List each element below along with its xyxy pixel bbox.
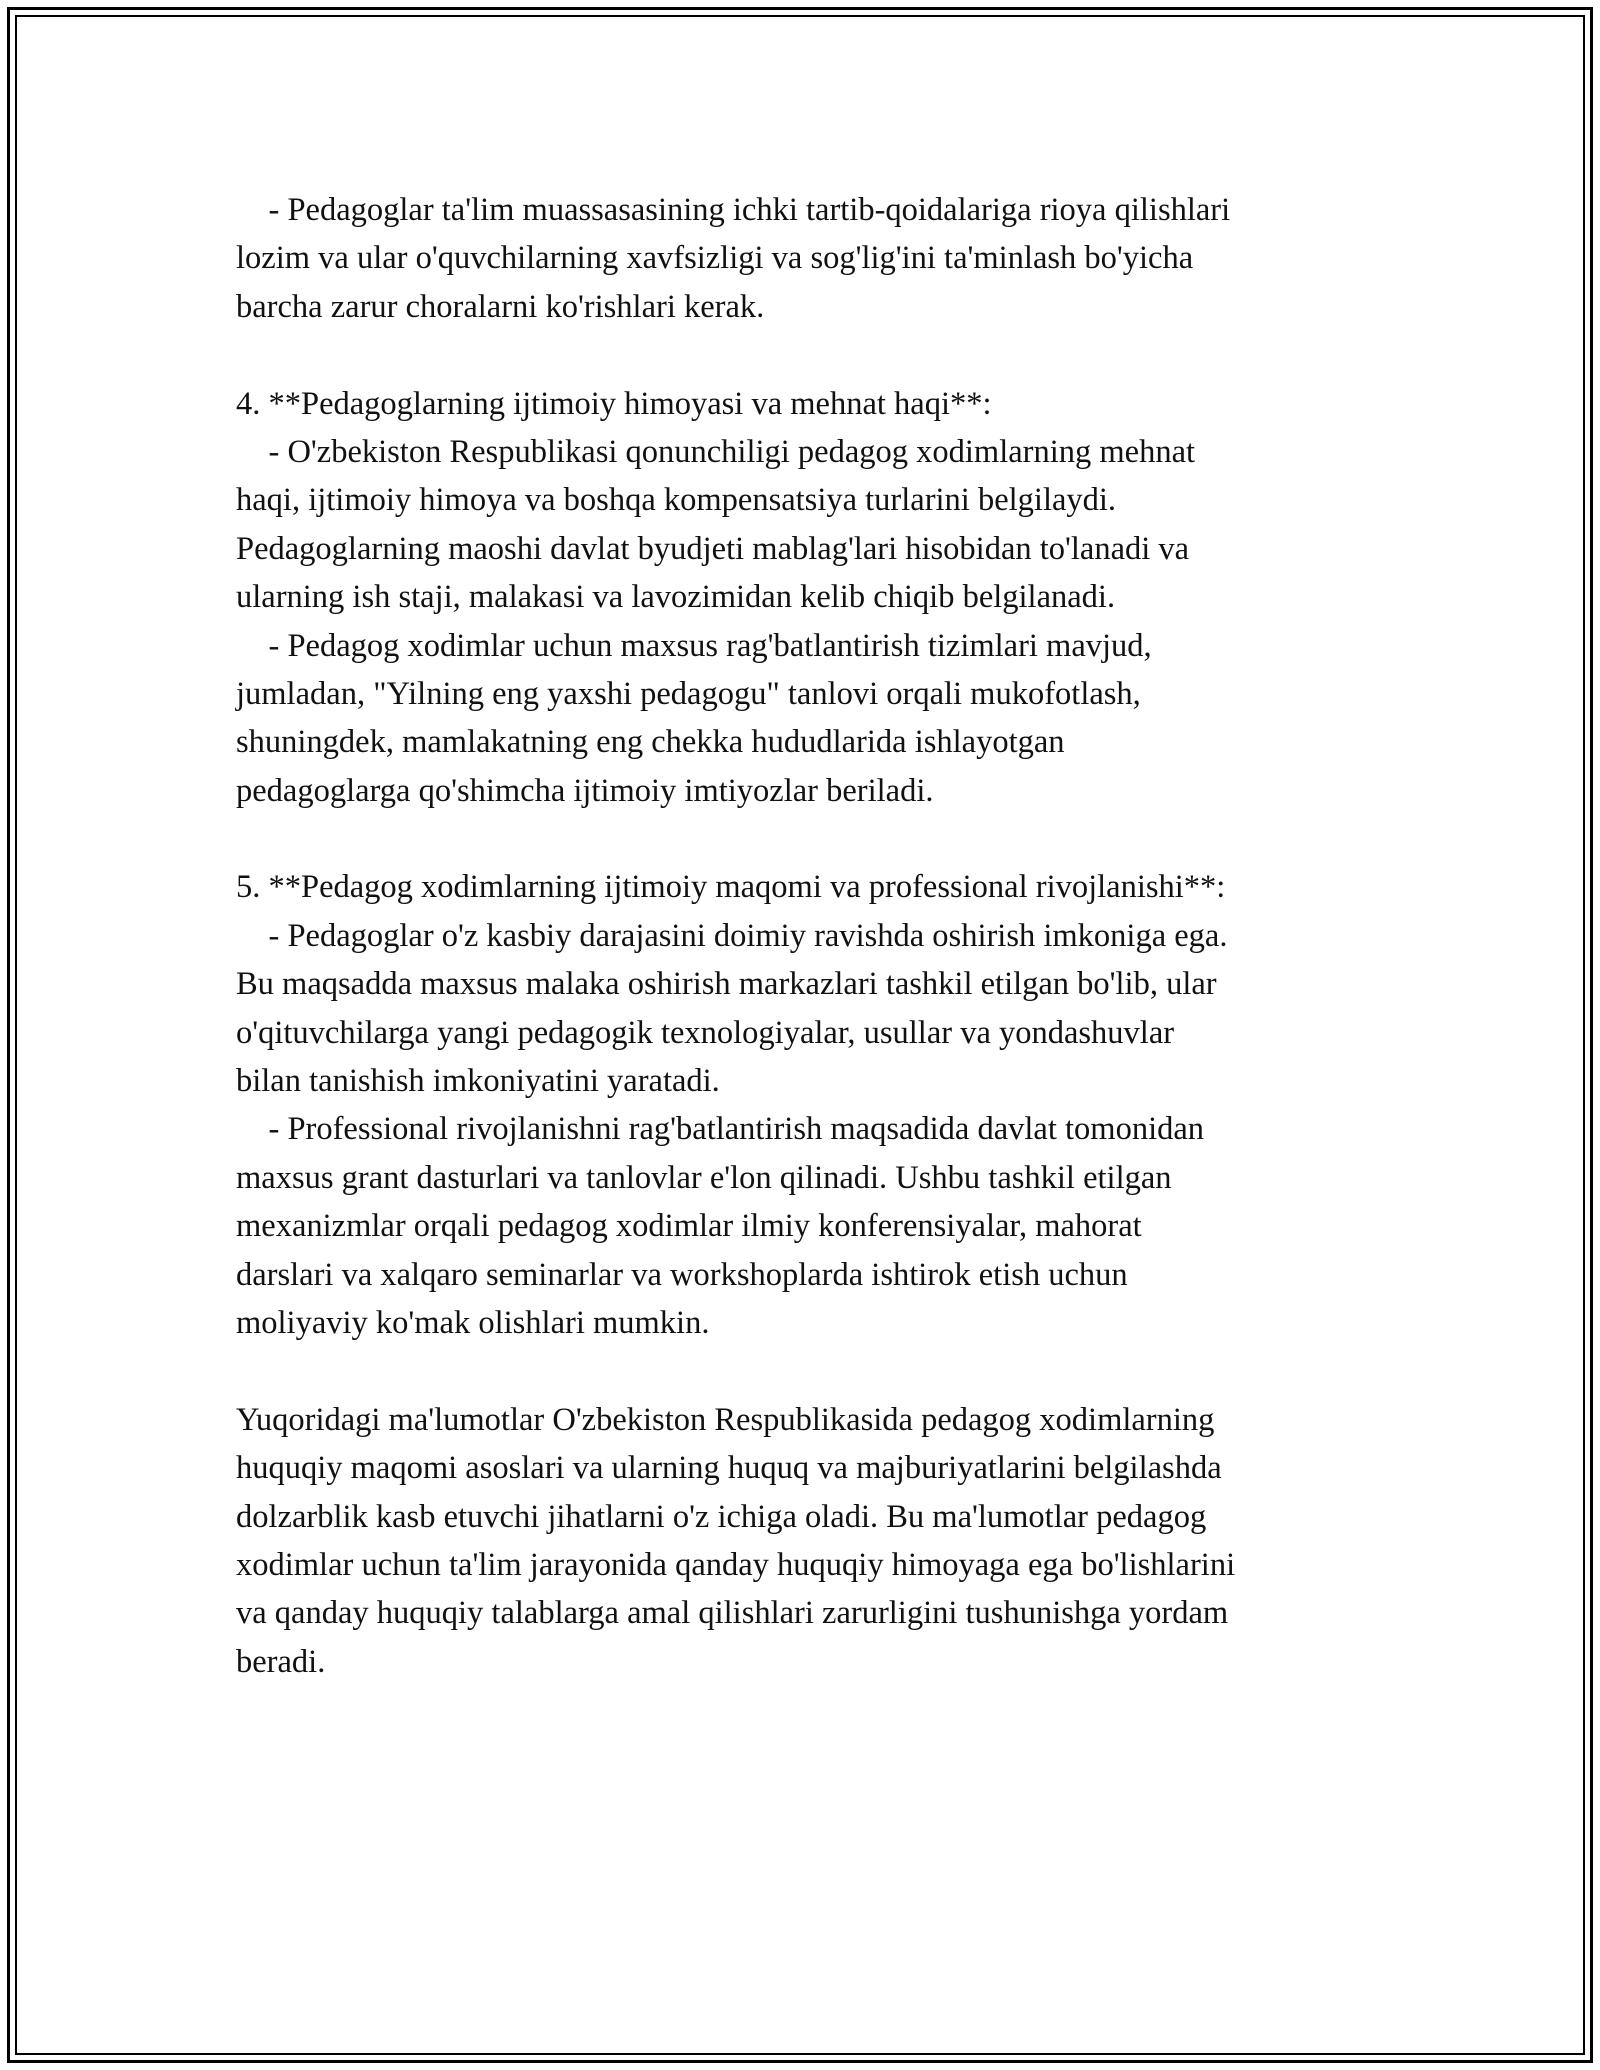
text-line: - Pedagog xodimlar uchun maxsus rag'batlantirish tizimlari mavjud, [236,627,1152,664]
paragraph-rules [236,186,1366,331]
text-line: pedagoglarga qo'shimcha ijtimoiy imtiyozlar beriladi. [236,772,934,809]
text-line: xodimlar uchun ta'lim jarayonida qanday huquqiy himoyaga ega bo'lishlarini [236,1546,1236,1583]
text-line: lozim va ular o'quvchilarning xavfsizligi va sog'lig'ini ta'minlash bo'yicha [236,240,1194,277]
paragraph-conclusion [236,1396,1366,1686]
text-line: - O'zbekiston Respublikasi qonunchiligi pedagog xodimlarning mehnat [236,433,1196,470]
text-line: - Pedagoglar ta'lim muassasasining ichki tartib-qoidalariga rioya qilishlari [236,192,1231,228]
text-line: barcha zarur choralarni ko'rishlari kerak. [236,288,765,325]
text-line: jumladan, "Yilning eng yaxshi pedagogu" tanlovi orqali mukofotlash, [236,675,1141,712]
text-line: o'qituvchilarga yangi pedagogik texnologiyalar, usullar va yondashuvlar [236,1014,1175,1051]
text-line: beradi. [236,1643,326,1680]
paragraph-gap [236,815,1366,863]
section-heading: 5. **Pedagog xodimlarning ijtimoiy maqomi va professional rivojlanishi**: [236,869,1226,906]
text-line: bilan tanishish imkoniyatini yaratadi. [236,1063,720,1100]
text-line: dolzarblik kasb etuvchi jihatlarni o'z ichiga oladi. Bu ma'lumotlar pedagog [236,1498,1207,1535]
text-line: Pedagoglarning maoshi davlat byudjeti mablag'lari hisobidan to'lanadi va [236,530,1190,567]
text-line: - Pedagoglar o'z kasbiy darajasini doimiy ravishda oshirish imkoniga ega. [236,917,1228,954]
paragraph-gap [236,331,1366,379]
text-line: Bu maqsadda maxsus malaka oshirish markazlari tashkil etilgan bo'lib, ular [236,966,1217,1003]
text-line: mexanizmlar orqali pedagog xodimlar ilmiy konferensiyalar, mahorat [236,1208,1142,1245]
text-line: maxsus grant dasturlari va tanlovlar e'lon qilinadi. Ushbu tashkil etilgan [236,1159,1172,1196]
text-line: - Professional rivojlanishni rag'batlantirish maqsadida davlat tomonidan [236,1111,1205,1148]
text-line: darslari va xalqaro seminarlar va workshoplarda ishtirok etish uchun [236,1256,1128,1293]
text-line: Yuqoridagi ma'lumotlar O'zbekiston Respublikasida pedagog xodimlarning [236,1401,1215,1438]
text-line: haqi, ijtimoiy himoya va boshqa kompensatsiya turlarini belgilaydi. [236,482,1117,519]
paragraph-gap [236,1347,1366,1395]
text-line: ularning ish staji, malakasi va lavozimidan kelib chiqib belgilanadi. [236,579,1116,616]
text-line: huquqiy maqomi asoslari va ularning huquq va majburiyatlarini belgilashda [236,1450,1222,1487]
text-line: shuningdek, mamlakatning eng chekka hududlarida ishlayotgan [236,724,1065,761]
text-line: moliyaviy ko'mak olishlari mumkin. [236,1304,710,1341]
section-5 [236,863,1366,1347]
document-body [236,186,1366,1686]
text-line: va qanday huquqiy talablarga amal qilishlari zarurligini tushunishga yordam [236,1595,1229,1632]
section-4 [236,380,1366,816]
section-heading: 4. **Pedagoglarning ijtimoiy himoyasi va mehnat haqi**: [236,385,992,422]
